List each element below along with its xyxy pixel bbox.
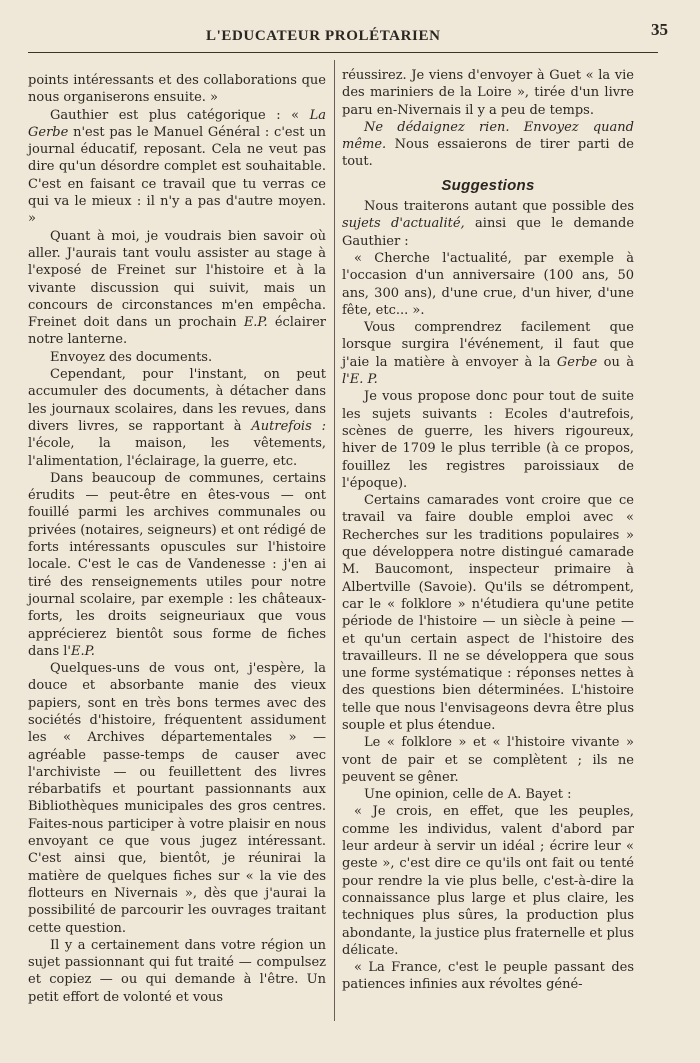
paragraph — [342, 319, 634, 388]
paragraph: Le « folklore » et « l'histoire vivante » vont de pair et se complètent ; ils ne peuvent se gêner. — [342, 735, 634, 785]
paragraph — [28, 107, 326, 228]
text-run: Dans beaucoup de communes, certains érudits — peut-être en êtes-vous — ont fouillé parmi les archives communales ou privées (notaires, seigneurs) et ont rédigé de forts intéressants opuscules sur l'histoire locale. C'est le cas de Vandenesse : j'en ai tiré des renseignements utiles pour notre journal scolaire, par exemple : les châteaux-forts, les droits seigneuriaux que vous apprécierez bientôt sous forme de fiches dans l' — [28, 470, 327, 659]
italic-run: La Gerbe — [28, 107, 326, 140]
italic-run: Autrefois : — [251, 418, 327, 434]
text-run: ou à — [597, 354, 634, 370]
italic-run: Ne dédaignez rien. Envoyez quand même. — [342, 119, 634, 153]
right-column — [342, 67, 634, 994]
paragraph: Il y a certainement dans votre région un sujet passionnant qui fut traité — compulsez et copiez — ou qui demande à l'être. Un petit effort de volonté et vous — [28, 937, 326, 1005]
text-run: Vous comprendrez facilement que lorsque surgira l'événement, il faut que j'aie la matière à envoyer à la — [342, 320, 634, 370]
italic-run: sujets d'actualité, — [342, 216, 465, 232]
paragraph — [28, 228, 326, 349]
column-divider — [334, 60, 335, 1021]
paragraph — [342, 198, 634, 250]
text-run: l'école, la maison, les vêtements, l'alimentation, l'éclairage, la guerre, etc. — [28, 436, 326, 469]
italic-run: Gerbe — [556, 354, 598, 370]
italic-run: E.P. — [243, 315, 268, 331]
quote-paragraph: « Cherche l'actualité, par exemple à l'occasion d'un anniversaire (100 ans, 50 ans, 300 ans), d'une crue, d'un hiver, d'une fête, etc... ». — [342, 250, 634, 318]
section-title: Suggestions — [441, 176, 535, 194]
paragraph: réussirez. Je viens d'envoyer à Guet « la vie des mariniers de la Loire », tirée d'un livre paru en-Nivernais il y a peu de temps. — [342, 68, 634, 118]
journal-title: L'EDUCATEUR PROLÉTARIEN — [206, 28, 441, 44]
paragraph: Je vous propose donc pour tout de suite les sujets suivants : Ecoles d'autrefois, scènes de guerre, les hivers rigoureux, hiver de 1709 le plus terrible (à ce propos, fouillez les registres paroissiaux de l'époque). — [342, 389, 634, 491]
paragraph: Certains camarades vont croire que ce travail va faire double emploi avec « Recherches sur les traditions populaires » que développera notre distingué camarade M. Baucomont, inspecteur primaire à Albertville (Savoie). Qu'ils se détrompent, car le « folklore » n'étudiera qu'une petite période de l'histoire — un siècle à peine — et qu'un certain aspect de l'histoire des travailleurs. Il ne se développera que sous une forme systématique : réponses nettes à des questions bien déterminées. L'histoire telle que nous l'envisageons devra être plus souple et plus étendue. — [342, 493, 634, 733]
text-run: éclairer notre lanterne. — [28, 315, 326, 348]
text-run: Nous traiterons autant que possible des — [364, 199, 634, 215]
quote-paragraph: « La France, c'est le peuple passant des patiences infinies aux révoltes géné- — [342, 960, 634, 993]
paragraph: Quelques-uns de vous ont, j'espère, la douce et absorbante manie des vieux papiers, sont en très bons termes avec des sociétés d'histoire, fréquentent assidument les « Archives départementales » — agréable passe-temps de causer avec l'archiviste — ou feuillettent des livres rébarbatifs et pourtant passionnants aux Bibliothèques municipales des gros centres. Faites-nous participer à votre plaisir en nous envoyant ce que vous jugez intéressant. C'est ainsi que, bientôt, je réunirai la matière de quelques fiches sur « la vie des flotteurs en Nivernais », dès que j'aurai la possibilité de parcourir les ouvrages traitant cette question. — [28, 661, 326, 936]
paragraph — [28, 470, 326, 660]
text-run: Nous essaierons de tirer parti de tout. — [342, 137, 634, 170]
italic-run: E.P. — [70, 643, 95, 659]
paragraph: points intéressants et des collaborations que nous organiserons ensuite. » — [28, 73, 326, 106]
paragraph — [28, 366, 326, 470]
text-run: n'est pas le Manuel Général : c'est un journal éducatif, reposant. Cela ne veut pas dire qu'un désordre complet est souhaitable. C'est en faisant ce travail que tu verras ce qui va le mieux : il n'y a pas d'autre moyen. » — [28, 124, 326, 227]
header-rule — [28, 52, 658, 53]
paragraph: Une opinion, celle de A. Bayet : — [364, 787, 572, 803]
text-run: Gauthier est plus catégorique : « — [50, 107, 310, 123]
left-column — [28, 72, 326, 1006]
page-header — [28, 18, 668, 52]
page-number: 35 — [651, 20, 668, 39]
text-run: Quant à moi, je voudrais bien savoir où aller. J'aurais tant voulu assister au stage à l'exposé de Freinet sur l'histoire et à la vivante discussion qui suivit, mais un concours de circonstances m'en empêcha. Freinet doit dans un prochain — [28, 228, 326, 331]
quote-paragraph: « Je crois, en effet, que les peuples, comme les individus, valent d'abord par leur ardeur à servir un idéal ; écrire leur « geste », c'est dire ce qu'ils ont fait ou tenté pour rendre la vie plus belle, c'est-à-dire la connaissance plus large et plus claire, les techniques plus sûres, la production plus abondante, la justice plus fraternelle et plus délicate. — [342, 804, 634, 958]
italic-run: l'E. P. — [342, 372, 378, 388]
paragraph — [342, 119, 634, 171]
text-run: ainsi que le demande Gauthier : — [342, 216, 635, 249]
paragraph: Envoyez des documents. — [50, 349, 213, 365]
text-run: Cependant, pour l'instant, on peut accumuler des documents, à détacher dans les journaux scolaires, dans les revues, dans divers livres, se rapportant à — [28, 367, 326, 434]
